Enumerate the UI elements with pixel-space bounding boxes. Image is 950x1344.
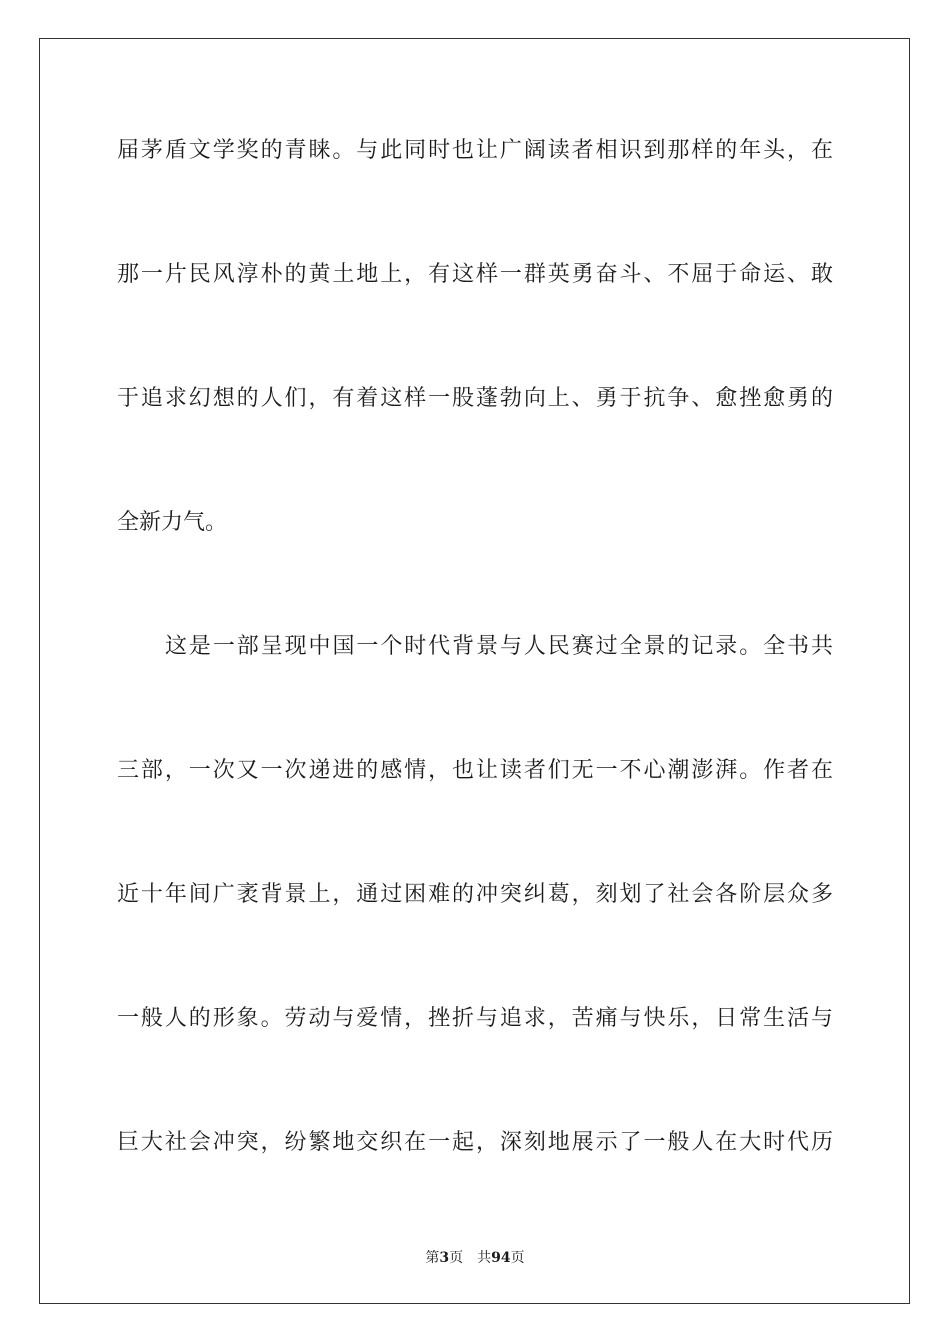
- text-line: 全新力气。: [117, 510, 228, 535]
- text-line: 一般人的形象。劳动与爱情，挫折与追求，苦痛与快乐，日常生活与: [117, 1006, 833, 1031]
- text-line: 于追求幻想的人们，有着这样一股蓬勃向上、勇于抗争、愈挫愈勇的: [117, 386, 833, 411]
- page-footer: [0, 1248, 950, 1268]
- total-prefix: 共: [477, 1250, 492, 1266]
- page-frame: [39, 38, 910, 1304]
- total-pages: 94: [491, 1250, 511, 1266]
- text-line: 那一片民风淳朴的黄土地上，有这样一群英勇奋斗、不屈于命运、敢: [117, 262, 833, 287]
- total-suffix: 页: [510, 1250, 525, 1266]
- page-number: 3: [439, 1250, 450, 1266]
- text-line: 三部，一次又一次递进的感情，也让读者们无一不心潮澎湃。作者在: [117, 758, 833, 783]
- page-prefix: 第: [425, 1250, 440, 1266]
- text-line: 届茅盾文学奖的青睐。与此同时也让广阔读者相识到那样的年头，在: [117, 138, 833, 163]
- page-suffix: 页: [449, 1250, 464, 1266]
- paragraph-first-line: 这是一部呈现中国一个时代背景与人民赛过全景的记录。全书共: [165, 634, 833, 659]
- text-line: 近十年间广袤背景上，通过困难的冲突纠葛，刻划了社会各阶层众多: [117, 882, 833, 907]
- text-line: 巨大社会冲突，纷繁地交织在一起，深刻地展示了一般人在大时代历: [117, 1130, 833, 1155]
